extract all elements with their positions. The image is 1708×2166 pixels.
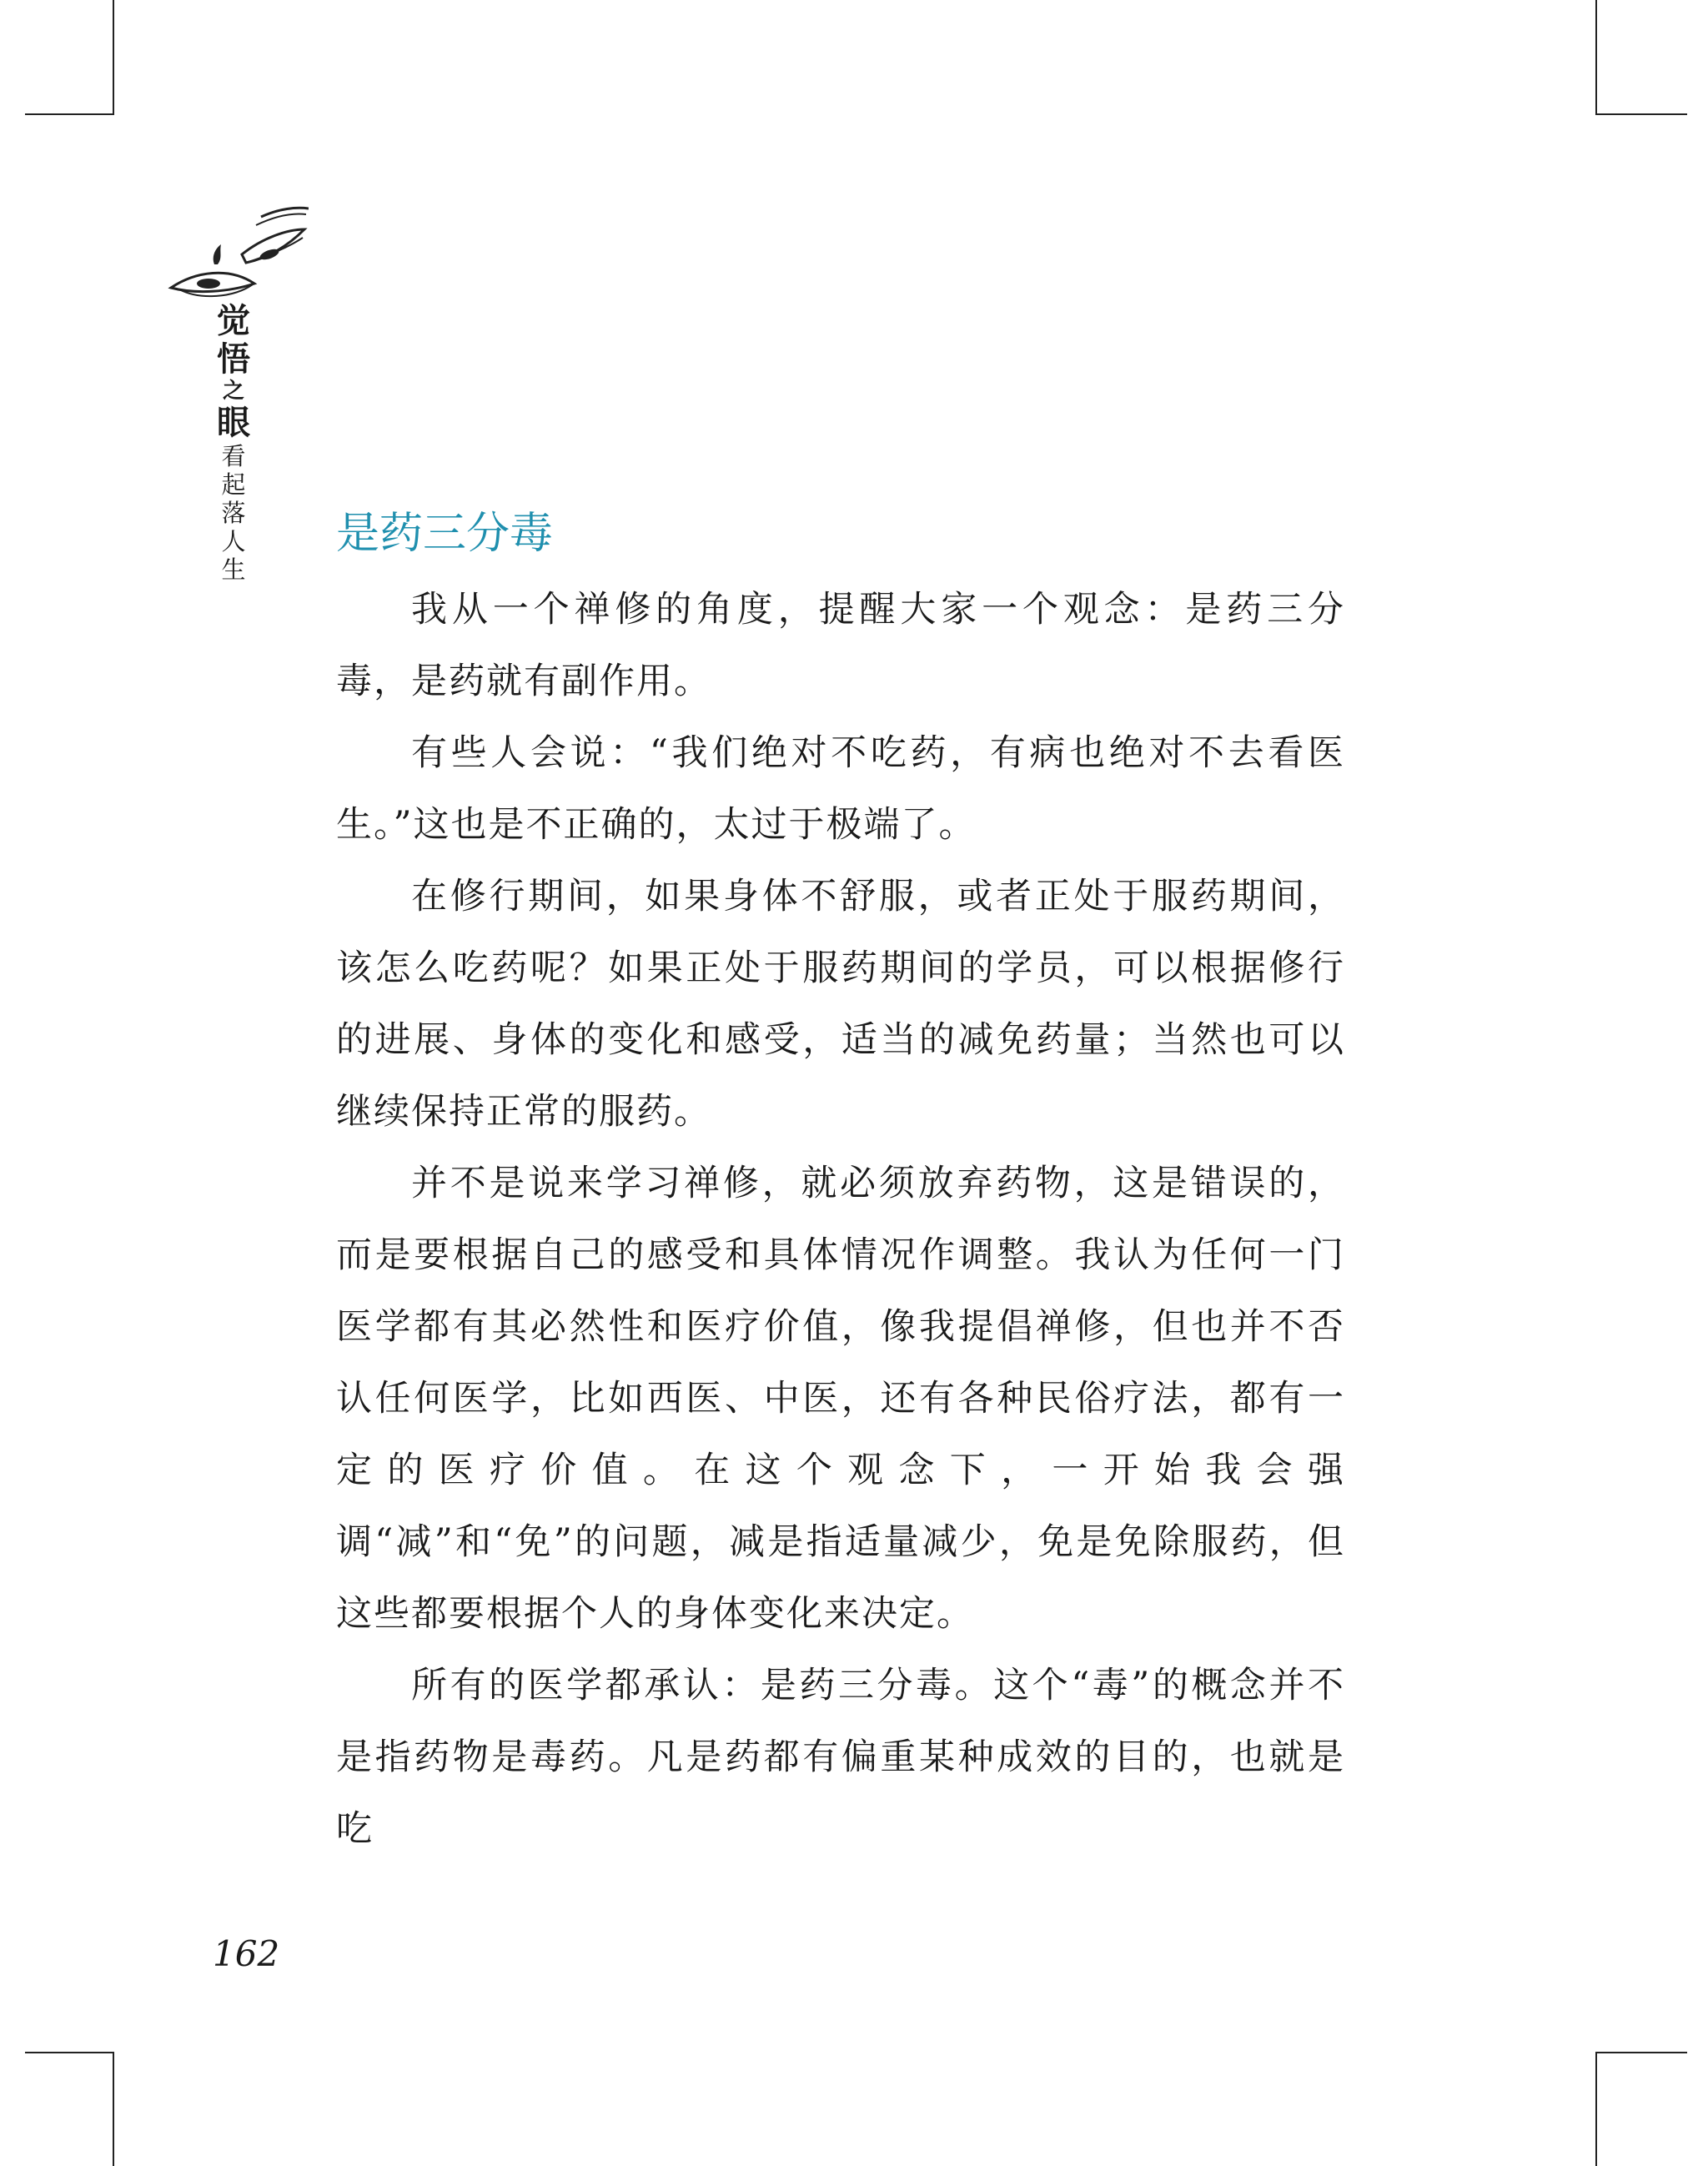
vertical-book-title <box>215 302 252 584</box>
book-title-char: 悟 <box>217 340 250 379</box>
paragraph: 在修行期间，如果身体不舒服，或者正处于服药期间，该怎么吃药呢？如果正处于服药期间的学员，可以根据修行的进展、身体的变化和感受，适当的减免药量；当然也可以继续保持正常的服药。 <box>336 876 1345 1133</box>
crop-mark-bottom-left-h <box>25 2052 114 2053</box>
paragraph: 所有的医学都承认：是药三分毒。这个“毒”的概念并不是指药物是毒药。凡是药都有偏重某种成效的目的，也就是吃 <box>336 1665 1345 1850</box>
paragraph: 并不是说来学习禅修，就必须放弃药物，这是错误的，而是要根据自己的感受和具体情况作调整。我认为任何一门医学都有其必然性和医疗价值，像我提倡禅修，但也并不否认任何医学，比如西医、中医，还有各种民俗疗法，都有一定的医疗价值。在这个观念下，一开始我会强调“减”和“免”的问题，减是指适量减少，免是免除服药，但这些都要根据个人的身体变化来决定。 <box>336 1163 1345 1635</box>
paragraph: 我从一个禅修的角度，提醒大家一个观念：是药三分毒，是药就有副作用。 <box>336 589 1345 702</box>
crop-mark-top-right-v <box>1595 0 1597 115</box>
eyes-emblem-icon <box>163 204 309 313</box>
page-number: 162 <box>213 1933 280 1974</box>
paragraph: 有些人会说：“我们绝对不吃药，有病也绝对不去看医生。”这也是不正确的，太过于极端了。 <box>336 732 1345 846</box>
crop-mark-top-left-h <box>25 113 114 115</box>
book-subtitle-char: 看 <box>221 442 246 470</box>
book-subtitle-char: 落 <box>221 499 246 527</box>
crop-mark-bottom-right-h <box>1595 2052 1687 2053</box>
book-subtitle-char: 起 <box>221 470 246 499</box>
book-title-char: 之 <box>222 379 244 404</box>
book-title-char: 眼 <box>217 404 250 442</box>
section-title: 是药三分毒 <box>336 509 554 559</box>
body-text <box>336 574 1345 1865</box>
crop-mark-bottom-left-v <box>113 2052 114 2166</box>
book-subtitle-char: 人 <box>221 527 246 555</box>
crop-mark-bottom-right-v <box>1595 2052 1597 2166</box>
crop-mark-top-right-h <box>1595 113 1687 115</box>
crop-mark-top-left-v <box>113 0 114 115</box>
book-subtitle-char: 生 <box>221 555 246 584</box>
book-title-char: 觉 <box>217 302 250 340</box>
